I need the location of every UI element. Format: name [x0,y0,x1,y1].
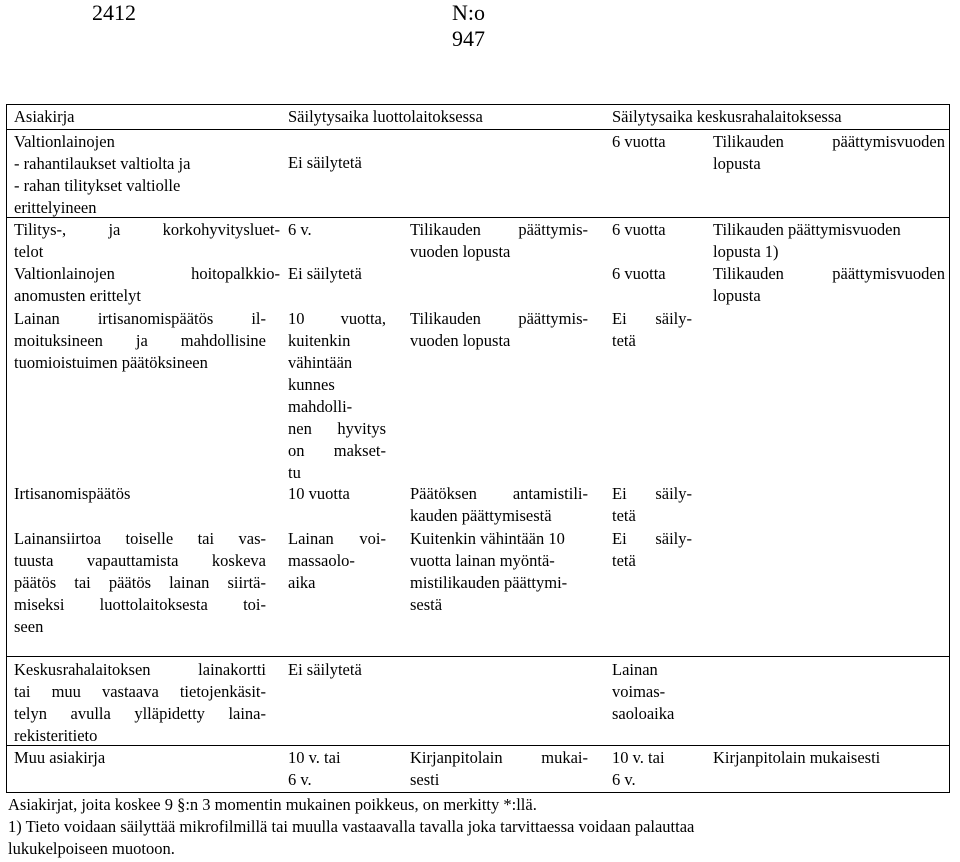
keskusraha-time: 6 v. [612,770,636,789]
keskusraha-time: saoloaika [612,704,675,723]
document-cell: Valtionlainojen [14,132,115,151]
luotto-basis: kauden päättymisestä [410,506,552,525]
luotto-retention: Ei säilytetä [288,153,362,172]
luotto-time: 6 v. [288,770,312,789]
keskusraha-time: 10 v. tai [612,748,665,767]
document-cell: anomusten erittelyt [14,286,141,305]
keskusraha-basis: Tilikauden päättymisvuoden [713,132,945,151]
page-number: 2412 [92,0,136,25]
luotto-basis: vuotta lainan myöntä- [410,551,555,570]
luotto-time: 10 v. tai [288,748,341,767]
luotto-basis: Tilikauden päättymis- [410,220,588,239]
document-cell: - rahan tilitykset valtiolle [14,176,181,195]
luotto-basis: vuoden lopusta [410,242,511,261]
keskusraha-time: voimas- [612,682,666,701]
luotto-basis: Kuitenkin vähintään 10 [410,529,565,548]
document-cell: rekisteritieto [14,726,98,745]
luotto-time: kuitenkin [288,331,351,350]
keskusraha-basis: lopusta 1) [713,242,779,261]
luotto-time: massaolo- [288,551,355,570]
luotto-time: mahdolli- [288,397,353,416]
document-cell: tai muu vastaava tietojenkäsit- [14,682,266,701]
document-cell: miseksi luottolaitoksesta toi- [14,595,266,614]
document-cell: Tilitys-, ja korkohyvitysluet- [14,220,280,239]
keskusraha-time: 6 vuotta [612,220,666,239]
document-cell: Irtisanomispäätös [14,484,131,503]
document-cell: tuusta vapauttamista koskeva [14,551,266,570]
document-cell: Valtionlainojen hoitopalkkio- [14,264,280,283]
luotto-time: vähintään [288,353,353,372]
footnote-1-continued: lukukelpoiseen muotoon. [8,839,175,858]
keskusraha-basis: Kirjanpitolain mukaisesti [713,748,881,767]
row-divider [6,656,950,657]
document-cell: moituksineen ja mahdollisine [14,331,266,350]
luotto-time: 10 vuotta [288,484,350,503]
keskusraha-basis: lopusta [713,154,761,173]
header-divider [6,129,950,130]
keskusraha-time: 6 vuotta [612,264,666,283]
luotto-time: 10 vuotta, [288,309,386,328]
luotto-time: aika [288,573,316,592]
luotto-time: Lainan voi- [288,529,386,548]
column-header-luotto: Säilytysaika luottolaitoksessa [288,107,483,126]
luotto-basis: vuoden lopusta [410,331,511,350]
document-cell: Lainan irtisanomispäätös il- [14,309,266,328]
keskusraha-basis: Tilikauden päättymisvuoden [713,264,945,283]
footnote-1: 1) Tieto voidaan säilyttää mikrofilmillä tai muulla vastaavalla tavalla joka tarvittaessa voidaan palauttaa [8,817,695,836]
column-header-document: Asiakirja [14,107,75,126]
issue-number: N:o 947 [452,0,485,51]
luotto-basis: sestä [410,595,443,614]
keskusraha-time: Lainan [612,660,658,679]
document-cell: erittelyineen [14,198,97,217]
luotto-retention: Ei säilytetä [288,264,362,283]
keskusraha-time: tetä [612,331,636,350]
document-cell: Keskusrahalaitoksen lainakortti [14,660,266,679]
luotto-time: kunnes [288,375,335,394]
luotto-time: tu [288,463,301,482]
keskusraha-time: tetä [612,551,636,570]
keskusraha-time: tetä [612,506,636,525]
luotto-time: nen hyvitys [288,419,386,438]
keskusraha-time: Ei säily- [612,484,692,503]
document-cell: päätös tai päätös lainan siirtä- [14,573,266,592]
luotto-basis: Kirjanpitolain mukai- [410,748,588,767]
document-cell: tuomioistuimen päätöksineen [14,353,208,372]
luotto-basis: sesti [410,770,440,789]
keskusraha-basis: lopusta [713,286,761,305]
document-cell: telot [14,242,44,261]
keskusraha-time: Ei säily- [612,529,692,548]
keskusraha-time: 6 vuotta [612,132,666,151]
luotto-basis: mistilikauden päättymi- [410,573,568,592]
document-cell: seen [14,617,44,636]
keskusraha-basis: Tilikauden päättymisvuoden [713,220,901,239]
document-cell: telyn avulla ylläpidetty laina- [14,704,266,723]
document-cell: Muu asiakirja [14,748,106,767]
document-cell: Lainansiirtoa toiselle tai vas- [14,529,266,548]
footnote-asterisk: Asiakirjat, joita koskee 9 §:n 3 momentin mukainen poikkeus, on merkitty *:llä. [8,795,537,814]
luotto-basis: Päätöksen antamistili- [410,484,588,503]
luotto-time: 6 v. [288,220,312,239]
column-header-keskusraha: Säilytysaika keskusrahalaitoksessa [612,107,842,126]
document-cell: - rahantilaukset valtiolta ja [14,154,191,173]
luotto-retention: Ei säilytetä [288,660,362,679]
luotto-basis: Tilikauden päättymis- [410,309,588,328]
luotto-time: on makset- [288,441,386,460]
keskusraha-time: Ei säily- [612,309,692,328]
